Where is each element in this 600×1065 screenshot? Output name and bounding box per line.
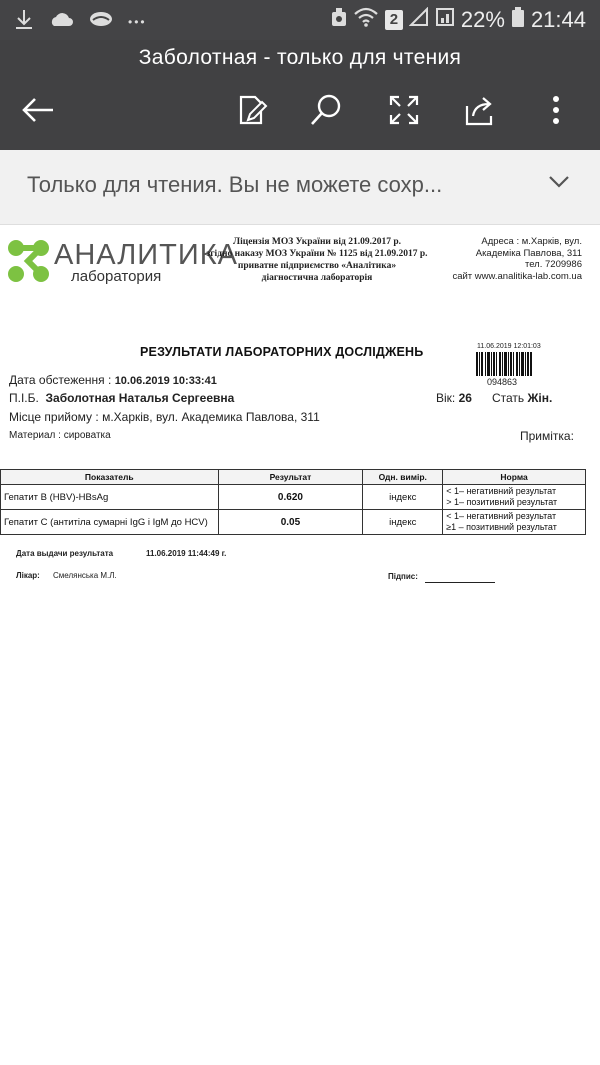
website-link[interactable]: сайт www.analitika-lab.com.ua xyxy=(452,270,582,282)
barcode-timestamp: 11.06.2019 12:01:03 xyxy=(477,343,541,350)
document-title: Заболотная - только для чтения xyxy=(138,46,462,69)
test-name: Гепатит В (HBV)-HBsAg xyxy=(1,485,219,510)
license-line: діагностична лабораторія xyxy=(261,273,373,283)
column-header: Норма xyxy=(443,470,586,485)
phone-line: тел. 7209986 xyxy=(524,259,582,270)
license-line: приватне підприємство «Аналітика» xyxy=(237,261,397,271)
age-value: 26 xyxy=(458,391,472,405)
read-only-message: Только для чтения. Вы не можете сохр... xyxy=(27,172,443,197)
norm-line: > 1– позитивний результат xyxy=(446,497,558,507)
address-block xyxy=(382,236,582,282)
material-row xyxy=(9,430,111,441)
address-line: Адреса : м.Харків, вул. xyxy=(481,236,582,247)
app-bar xyxy=(0,40,600,150)
exam-date-value: 10.06.2019 10:33:41 xyxy=(114,375,217,387)
wifi-icon xyxy=(353,7,379,33)
address-line: Академіка Павлова, 311 xyxy=(475,247,582,259)
signal-icon xyxy=(435,7,455,33)
test-unit: індекс xyxy=(363,510,443,535)
alarm-icon xyxy=(331,6,347,34)
material-label: Материал : xyxy=(9,430,61,441)
exam-date-label: Дата обстеження : xyxy=(9,373,112,387)
edit-button[interactable] xyxy=(232,92,272,132)
test-name: Гепатит С (антитіла сумарні IgG і IgM до HCV) xyxy=(1,510,219,535)
doctor-name: Смелянська М.Л. xyxy=(53,571,117,580)
table-row xyxy=(1,510,586,535)
status-bar xyxy=(0,0,600,40)
test-result: 0.05 xyxy=(218,510,363,535)
download-icon xyxy=(14,8,34,35)
material-value: сироватка xyxy=(63,430,111,441)
license-line: Ліцензія МОЗ України від 21.09.2017 р. xyxy=(233,237,401,247)
cloud-alt-icon xyxy=(88,10,114,33)
results-title: РЕЗУЛЬТАТИ ЛАБОРАТОРНИХ ДОСЛІДЖЕНЬ xyxy=(140,345,424,359)
signal-icon xyxy=(409,7,429,33)
table-row xyxy=(1,485,586,510)
sex-value: Жін. xyxy=(527,391,553,405)
results-table xyxy=(0,469,586,535)
edit-icon xyxy=(235,93,269,132)
issue-date-value: 11.06.2019 11:44:49 г. xyxy=(146,549,227,558)
chevron-down-icon xyxy=(548,175,570,192)
issue-date-label: Дата выдачи результата xyxy=(16,549,114,558)
sex-label: Стать xyxy=(491,391,525,405)
battery-percent: 22% xyxy=(460,7,505,32)
norm-line: < 1– негативний результат xyxy=(446,511,557,521)
fullscreen-button[interactable] xyxy=(384,92,424,132)
status-left-icons xyxy=(14,8,147,35)
more-vert-icon xyxy=(552,95,560,130)
place-label: Місце прийому : xyxy=(9,410,99,424)
norm-line: ≥1 – позитивний результат xyxy=(446,522,557,532)
expand-banner-button[interactable] xyxy=(548,174,570,193)
status-right-icons xyxy=(331,6,586,34)
license-line: згідно наказу МОЗ України № 1125 від 21.09.2017 р. xyxy=(206,249,428,259)
cloud-icon xyxy=(48,10,74,33)
more-options-button[interactable] xyxy=(536,92,576,132)
column-header: Показатель xyxy=(1,470,219,485)
document-page[interactable] xyxy=(0,225,600,1065)
note-label: Примітка: xyxy=(520,429,574,443)
column-header: Одн. вимір. xyxy=(363,470,443,485)
test-unit: індекс xyxy=(363,485,443,510)
test-result: 0.620 xyxy=(218,485,363,510)
share-button[interactable] xyxy=(460,92,500,132)
place-value: м.Харків, вул. Академика Павлова, 311 xyxy=(102,410,320,424)
norm-line: < 1– негативний результат xyxy=(446,486,557,496)
patient-name-row xyxy=(9,391,234,405)
lab-logo-name: АНАЛИТИКА xyxy=(54,239,238,271)
search-icon xyxy=(309,93,343,132)
more-dots-icon: ••• xyxy=(128,14,147,29)
reception-place-row xyxy=(9,410,320,424)
signature-line xyxy=(425,582,495,583)
age-sex-row xyxy=(436,391,552,405)
column-header: Результат xyxy=(218,470,363,485)
exam-date-row xyxy=(9,373,217,387)
back-arrow-icon xyxy=(21,96,55,129)
lab-logo-icon xyxy=(6,237,52,290)
signature-label: Підпис: xyxy=(388,572,418,581)
back-button[interactable] xyxy=(18,92,58,132)
fullscreen-icon xyxy=(388,94,420,131)
pib-label: П.І.Б. xyxy=(9,391,39,405)
table-header-row xyxy=(1,470,586,485)
age-label: Вік: xyxy=(436,391,456,405)
search-button[interactable] xyxy=(306,92,346,132)
read-only-banner[interactable] xyxy=(0,150,600,225)
test-norm xyxy=(443,510,586,535)
test-norm xyxy=(443,485,586,510)
lab-logo-subtitle: лаборатория xyxy=(71,268,162,285)
patient-name: Заболотная Наталья Сергеевна xyxy=(45,391,235,405)
sim2-icon: 2 xyxy=(385,10,403,30)
share-icon xyxy=(463,94,497,131)
doctor-label: Лікар: xyxy=(16,571,40,580)
barcode-number: 094863 xyxy=(487,377,518,387)
battery-icon xyxy=(511,6,525,34)
clock: 21:44 xyxy=(530,7,586,32)
